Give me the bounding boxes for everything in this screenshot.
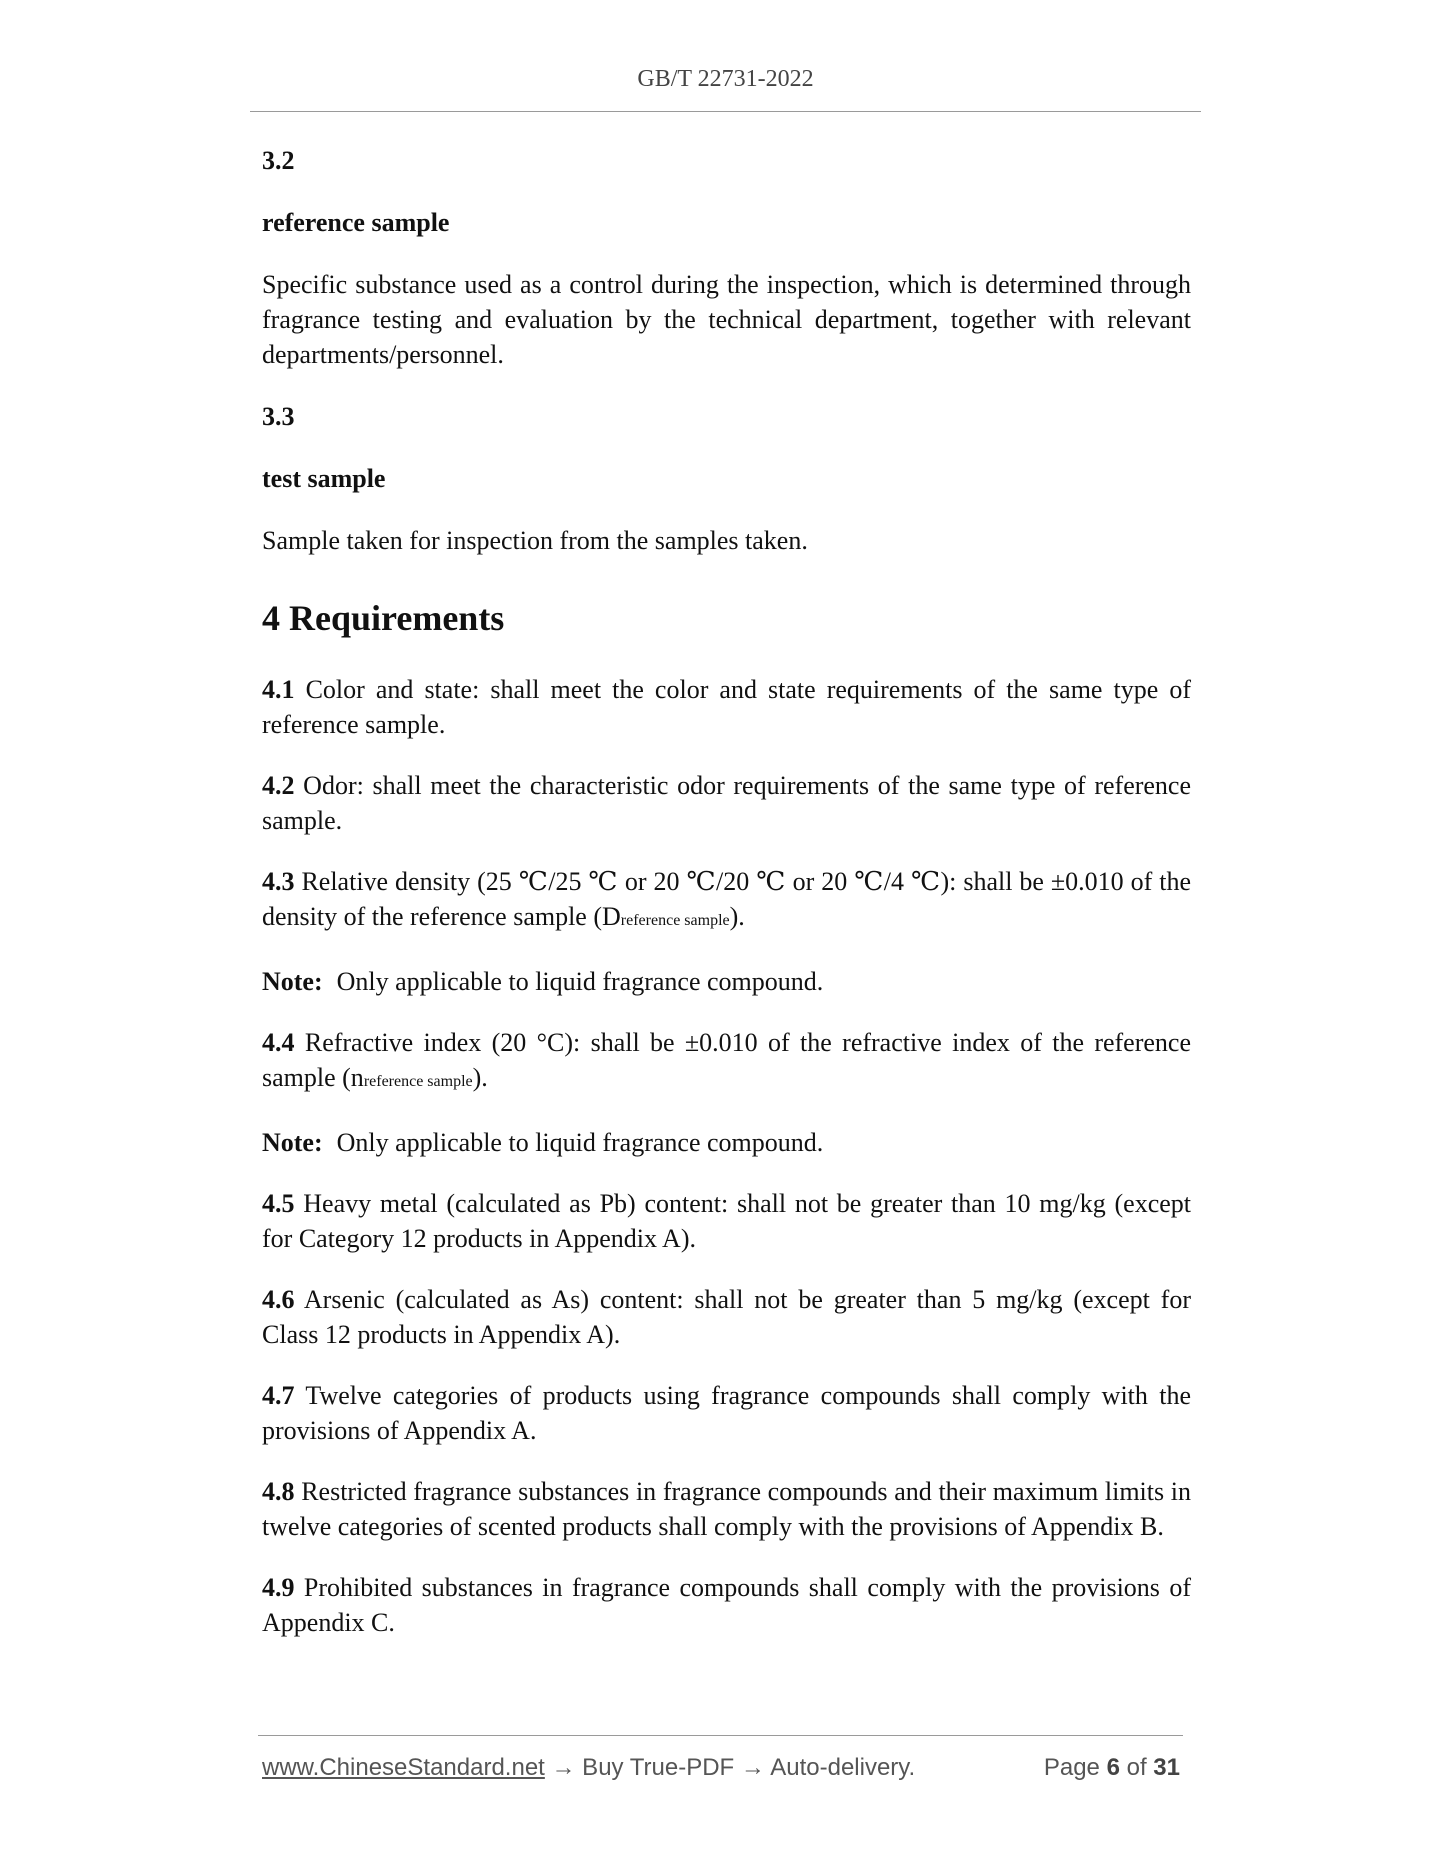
requirement-4-7	[262, 1378, 1191, 1448]
requirement-4-1	[262, 672, 1191, 742]
clause-text: Arsenic (calculated as As) content: shall not be greater than 5 mg/kg (except for Class 12 products in Appendix A).	[262, 1285, 1191, 1349]
requirement-4-2	[262, 768, 1191, 838]
clause-text: Restricted fragrance substances in fragrance compounds and their maximum limits in twelve categories of scented products shall comply with the provisions of Appendix B.	[262, 1477, 1192, 1541]
note-label: Note:	[262, 1128, 323, 1157]
term-definition: Specific substance used as a control during the inspection, which is determined through fragrance testing and evaluation by the technical department, together with relevant departments/personnel.	[262, 270, 1191, 369]
section-heading: 4 Requirements	[262, 598, 505, 638]
note	[262, 964, 1191, 999]
clause-text: Color and state: shall meet the color and state requirements of the same type of reference sample.	[262, 675, 1191, 739]
page-label: Page	[1043, 1754, 1100, 1781]
term-name: reference sample	[262, 208, 450, 237]
note	[262, 1125, 1191, 1160]
clause-number: 4.8	[262, 1477, 295, 1506]
requirement-4-6	[262, 1282, 1191, 1352]
page-number	[1044, 1754, 1180, 1782]
clause-number: 4.5	[262, 1189, 295, 1218]
subscript: reference sample	[363, 1073, 473, 1090]
clause-number: 4.4	[262, 1028, 295, 1057]
clause-text: Odor: shall meet the characteristic odor requirements of the same type of reference sample.	[262, 771, 1192, 835]
requirement-4-5	[262, 1186, 1191, 1256]
clause-text: Prohibited substances in fragrance compounds shall comply with the provisions of Appendix C.	[262, 1573, 1191, 1637]
term-number: 3.2	[262, 146, 295, 175]
clause-number: 4.7	[262, 1381, 295, 1410]
page-of: of	[1126, 1754, 1147, 1781]
website-link[interactable]: www.ChineseStandard.net	[262, 1754, 545, 1781]
note-text: Only applicable to liquid fragrance compound.	[336, 967, 824, 996]
requirement-4-3	[262, 864, 1191, 938]
note-text: Only applicable to liquid fragrance compound.	[336, 1128, 824, 1157]
clause-text: Heavy metal (calculated as Pb) content: shall not be greater than 10 mg/kg (except for Category 12 products in Appendix A).	[262, 1189, 1192, 1253]
page-total: 31	[1153, 1754, 1180, 1781]
requirement-4-4	[262, 1025, 1191, 1099]
promo-text: → Buy True-PDF → Auto-delivery.	[544, 1754, 916, 1781]
clause-number: 4.9	[262, 1573, 295, 1602]
term-number: 3.3	[262, 402, 295, 431]
clause-number: 4.6	[262, 1285, 295, 1314]
clause-number: 4.2	[262, 771, 295, 800]
footer-divider	[258, 1735, 1183, 1736]
document-header: GB/T 22731-2022	[637, 66, 814, 92]
subscript: reference sample	[620, 912, 730, 929]
clause-number: 4.1	[262, 675, 295, 704]
clause-text: Twelve categories of products using fragrance compounds shall comply with the provisions of Appendix A.	[262, 1381, 1192, 1445]
term-definition: Sample taken for inspection from the samples taken.	[262, 526, 808, 555]
clause-text-end: ).	[729, 902, 745, 931]
clause-number: 4.3	[262, 867, 295, 896]
page-body	[262, 143, 1191, 1666]
requirement-4-8	[262, 1474, 1191, 1544]
requirement-4-9	[262, 1570, 1191, 1640]
page-footer	[262, 1754, 1180, 1782]
term-name: test sample	[262, 464, 386, 493]
header-divider	[250, 111, 1201, 112]
note-label: Note:	[262, 967, 323, 996]
clause-text-end: ).	[472, 1063, 488, 1092]
page-current: 6	[1106, 1754, 1120, 1781]
footer-promo	[262, 1754, 915, 1782]
clause-text: Relative density (25 ℃/25 ℃ or 20 ℃/20 ℃ or 20 ℃/4 ℃): shall be ±0.010 of the density of the reference sample (D	[262, 867, 1191, 931]
clause-text: Refractive index (20 °C): shall be ±0.010 of the refractive index of the reference sample (n	[262, 1028, 1192, 1092]
